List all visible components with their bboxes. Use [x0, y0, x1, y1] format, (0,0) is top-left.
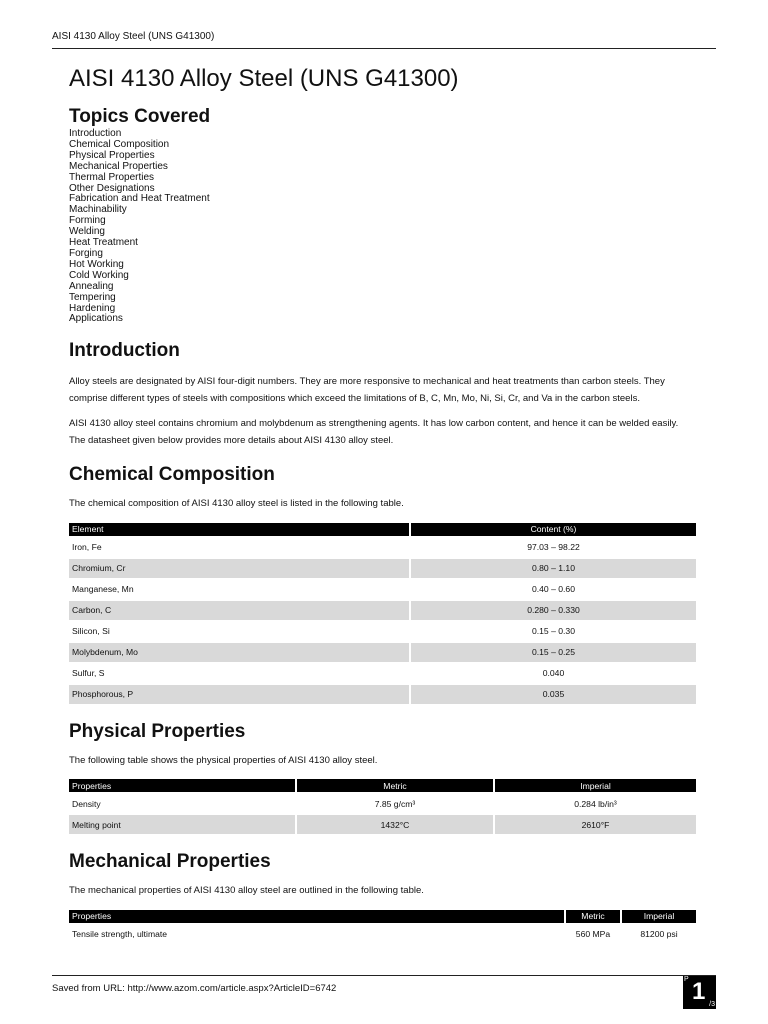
topic-item: Introduction: [69, 128, 122, 139]
table-cell: Density: [72, 798, 101, 809]
article-body: [69, 64, 697, 946]
table-cell: 0.280 – 0.330: [411, 601, 696, 620]
chemical-composition-table: [67, 521, 698, 706]
page-indicator: [683, 976, 716, 1009]
topic-item: Hot Working: [69, 258, 124, 270]
table-cell: 7.85 g/cm³: [374, 798, 416, 809]
table-row: [69, 925, 696, 944]
introduction-paragraph-2: AISI 4130 alloy steel contains chromium and molybdenum as strengthening agents. It has low carbon content, and hence it can be welded easily. The datasheet given below provides more details about AISI 4130 alloy steel.: [69, 418, 679, 446]
footer-divider: [52, 975, 716, 976]
page-number: 1: [692, 978, 706, 1005]
physical-properties-table: [67, 777, 698, 836]
table-header: Imperial: [622, 910, 696, 923]
header-title: AISI 4130 Alloy Steel (UNS G41300): [52, 31, 215, 42]
table-cell: 0.284 lb/in³: [574, 798, 617, 809]
topics-heading: Topics Covered: [69, 106, 211, 127]
table-cell: Iron, Fe: [72, 542, 102, 553]
table-row: [69, 559, 696, 578]
table-cell: Melting point: [69, 815, 295, 834]
table-cell: 2610°F: [495, 815, 696, 834]
mechanical-properties-heading: Mechanical Properties: [69, 851, 271, 873]
topic-item: Cold Working: [69, 269, 129, 281]
table-cell: Carbon, C: [69, 601, 409, 620]
table-cell: 81200 psi: [640, 929, 678, 940]
physical-properties-intro: The following table shows the physical properties of AISI 4130 alloy steel.: [69, 754, 378, 766]
table-row: [69, 794, 696, 813]
table-cell: 97.03 – 98.22: [527, 542, 580, 553]
table-cell: Chromium, Cr: [69, 559, 409, 578]
topics-list: [69, 129, 697, 325]
topic-item: Other Designations: [69, 182, 155, 194]
topic-item: Fabrication and Heat Treatment: [69, 193, 210, 205]
table-header: Imperial: [495, 779, 696, 792]
table-row: [69, 601, 696, 620]
page-title: AISI 4130 Alloy Steel (UNS G41300): [69, 65, 459, 92]
table-row: [69, 815, 696, 834]
mechanical-properties-table: [67, 908, 698, 946]
table-cell: 0.040: [542, 668, 565, 679]
table-cell: 1432°C: [297, 815, 493, 834]
chemical-composition-heading: Chemical Composition: [69, 464, 275, 486]
topic-item: Applications: [69, 313, 123, 325]
table-header: Metric: [297, 779, 493, 792]
page-total: /3: [709, 1001, 715, 1008]
topic-item: Tempering: [69, 291, 116, 303]
table-cell: Tensile strength, ultimate: [72, 929, 168, 940]
table-header: Element: [69, 523, 409, 536]
table-row: [69, 664, 696, 683]
introduction-heading: Introduction: [69, 340, 180, 362]
topic-item: Forming: [69, 215, 106, 227]
table-cell: Manganese, Mn: [72, 584, 134, 595]
table-header: Properties: [69, 779, 295, 792]
table-row: [69, 580, 696, 599]
saved-from-url: Saved from URL: http://www.azom.com/article.aspx?ArticleID=6742: [52, 983, 337, 994]
table-cell: Molybdenum, Mo: [69, 643, 409, 662]
topic-item: Heat Treatment: [69, 237, 138, 249]
table-cell: Sulfur, S: [72, 668, 105, 679]
topic-item: Thermal Properties: [69, 171, 155, 183]
topic-item: Physical Properties: [69, 149, 155, 161]
table-cell: 0.80 – 1.10: [411, 559, 696, 578]
table-cell: Silicon, Si: [72, 626, 110, 637]
topic-item: Chemical Composition: [69, 138, 170, 150]
topic-item: Hardening: [69, 302, 116, 314]
table-header: Properties: [69, 910, 564, 923]
table-header: Content (%): [411, 523, 696, 536]
physical-properties-heading: Physical Properties: [69, 720, 246, 742]
topic-item: Annealing: [69, 280, 114, 292]
table-row: [69, 643, 696, 662]
table-cell: Phosphorous, P: [69, 685, 409, 704]
table-header: Metric: [566, 910, 620, 923]
topic-item: Mechanical Properties: [69, 160, 168, 172]
introduction-paragraph-1: Alloy steels are designated by AISI four-digit numbers. They are more responsive to mechanical and heat treatments than carbon steels. They comprise different types of steels with compositions which exceed the limitations of B, C, Mn, Mo, Ni, Si, Cr, and Va in the carbon steels.: [69, 376, 665, 404]
table-cell: 0.40 – 0.60: [531, 584, 575, 595]
table-cell: 0.15 – 0.25: [411, 643, 696, 662]
table-row: [69, 622, 696, 641]
table-cell: 560 MPa: [575, 929, 611, 940]
table-row: [69, 685, 696, 704]
table-cell: 0.035: [411, 685, 696, 704]
table-row: [69, 538, 696, 557]
chemical-composition-intro: The chemical composition of AISI 4130 alloy steel is listed in the following table.: [69, 498, 404, 510]
topic-item: Forging: [69, 247, 103, 259]
topic-item: Welding: [69, 226, 105, 238]
mechanical-properties-intro: The mechanical properties of AISI 4130 alloy steel are outlined in the following table.: [69, 885, 424, 897]
page-label: P: [684, 976, 689, 983]
topic-item: Machinability: [69, 204, 127, 216]
table-cell: 0.15 – 0.30: [531, 626, 575, 637]
header-divider: [52, 48, 716, 49]
